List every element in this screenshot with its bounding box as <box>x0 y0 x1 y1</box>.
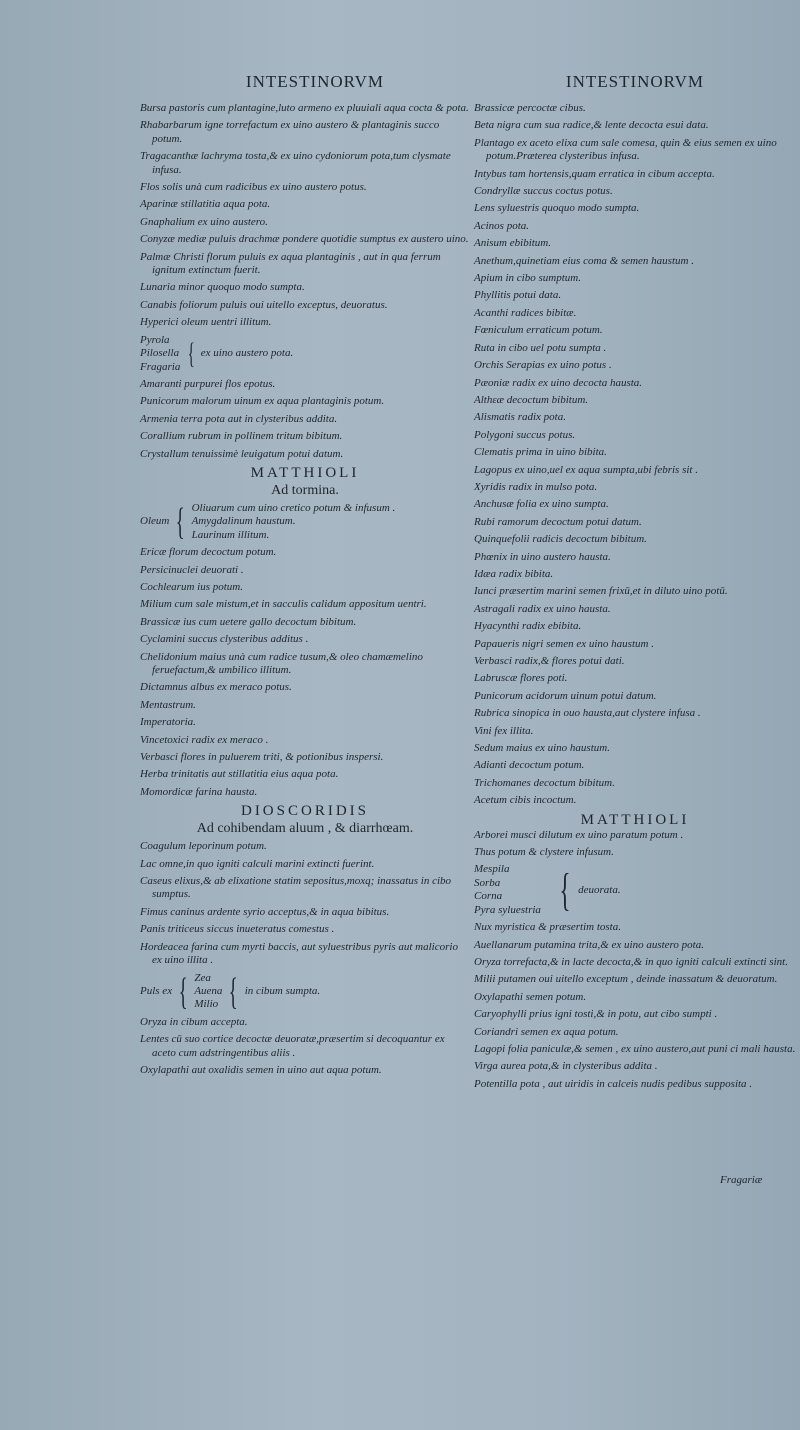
entry: Orchis Serapias ex uino potus . <box>474 359 612 372</box>
left-column <box>140 72 470 1081</box>
entry: Milium cum sale mistum,et in sacculis calidum appositum uentri. <box>140 598 427 611</box>
entry: Vincetoxici radix ex meraco . <box>140 733 269 746</box>
entry: Sorba <box>474 876 501 889</box>
entry: Beta nigra cum sua radice,& lente decocta esui data. <box>474 119 709 132</box>
entry: Oryza in cibum accepta. <box>140 1015 248 1028</box>
entry: Lens syluestris quoquo modo sumpta. <box>474 202 640 215</box>
right-running-header: INTESTINORVM <box>565 72 705 91</box>
entry: Oxylapathi semen potum. <box>474 990 587 1003</box>
entry: Polygoni succus potus. <box>474 428 576 441</box>
entry: Apium in cibo sumptum. <box>474 272 581 285</box>
entry: Idæa radix bibita. <box>474 567 554 580</box>
entry: Astragali radix ex uino hausta. <box>474 602 611 615</box>
entry: Canabis foliorum puluis oui uitello exceptus, deuoratus. <box>140 298 388 311</box>
entry: Vini fex illita. <box>474 724 534 737</box>
left-entries-e <box>140 1016 470 1078</box>
entry: Hyperici oleum uentri illitum. <box>140 316 272 329</box>
entry: Aparinæ stillatitia aqua pota. <box>140 198 271 211</box>
entry: Oliuarum cum uino cretico potum & infusum . <box>191 501 396 514</box>
brace-icon: { <box>187 336 196 370</box>
entry: Anisum ebibitum. <box>474 237 551 250</box>
section-title-matthioli: MATTHIOLI <box>250 464 360 481</box>
entry: Corna <box>474 890 503 903</box>
entry: Dictamnus albus ex meraco potus. <box>140 681 292 694</box>
left-entries-d <box>140 840 470 967</box>
entry: Ericæ florum decoctum potum. <box>140 546 277 559</box>
right-column <box>474 72 796 1095</box>
entry: Cyclamini succus clysteribus additus . <box>140 633 309 646</box>
entry: Fœniculum erraticum potum. <box>474 324 603 337</box>
entry: Lac omne,in quo igniti calculi marini extincti fuerint. <box>140 857 375 870</box>
section-title-dioscoridis: DIOSCORIDIS <box>240 803 369 820</box>
entry: Quinquefolii radicis decoctum bibitum. <box>474 533 647 546</box>
brace-text: deuorata. <box>578 883 621 896</box>
entry: Amygdalinum haustum. <box>191 515 296 528</box>
entry: Coriandri semen ex aqua potum. <box>474 1025 619 1038</box>
catchword: Fragariæ <box>720 1174 763 1186</box>
entry: Milii putamen oui uitello exceptum , deinde inassatum & deuoratum. <box>474 973 778 986</box>
brace-icon: { <box>175 501 186 544</box>
entry: Auellanarum putamina trita,& ex uino austero pota. <box>474 938 704 951</box>
section-title-matthioli: MATTHIOLI <box>580 811 690 828</box>
brace-icon: { <box>178 970 188 1013</box>
entry: Caseus elixus,& ab elixatione statim sepositus,moxq; inassatus in cibo sumptus. <box>140 875 452 901</box>
entry: Coagulum leporinum potum. <box>140 840 267 853</box>
entry: Punicorum acidorum uinum potui datum. <box>474 689 657 702</box>
entry: Adianti decoctum potum. <box>474 759 585 772</box>
entry: Milio <box>194 998 219 1011</box>
entry: Gnaphalium ex uino austero. <box>140 215 268 228</box>
entry: Flos solis unà cum radicibus ex uino austero potus. <box>140 181 367 194</box>
entry: Plantago ex aceto elixa cum sale comesa, quin & eius semen ex uino potum.Præterea clysteribus infusa. <box>474 136 777 163</box>
entry: Pilosella <box>140 347 180 360</box>
entry: Althεæ decoctum bibitum. <box>474 393 589 406</box>
entry: Lunaria minor quoquo modo sumpta. <box>140 281 305 294</box>
entry: Phyllitis potui data. <box>474 289 562 302</box>
left-running-header: INTESTINORVM <box>245 72 385 91</box>
entry: Pyra syluestria <box>474 903 541 916</box>
entry: Anchusæ folia ex uino sumpta. <box>474 498 609 511</box>
entry: Oxylapathi aut oxalidis semen in uino aut aqua potum. <box>140 1063 382 1076</box>
entry: Virga aurea pota,& in clysteribus addita . <box>474 1060 658 1073</box>
entry: Rubi ramorum decoctum potui datum. <box>474 515 642 528</box>
entry: Intybus tam hortensis,quam erratica in cibum accepta. <box>474 167 715 180</box>
entry: Mentastrum. <box>140 698 196 711</box>
entry: Hordeacea farina cum myrti baccis, aut syluestribus pyris aut malicorio ex uino illita . <box>140 940 458 967</box>
brace-items <box>192 502 396 542</box>
entry: Corallium rubrum in pollinem tritum bibitum. <box>140 430 343 443</box>
entry: Tragacanthæ lachryma tosta,& ex uino cydoniorum pota,tum clysmate infusa. <box>140 150 451 176</box>
entry: Rubrica sinopica in ouo hausta,aut clystere infusa . <box>474 707 701 720</box>
brace-text: in cibum sumpta. <box>244 984 321 997</box>
entry: Amaranti purpurei flos epotus. <box>140 377 276 390</box>
entry: Condryllæ succus coctus potus. <box>474 185 613 198</box>
left-brace-group-pyrola <box>140 334 470 374</box>
right-entries-b <box>474 829 796 860</box>
entry: Anethum,quinetiam eius coma & semen haustum . <box>474 254 694 267</box>
brace-icon: { <box>229 970 239 1013</box>
entry: Panis triticeus siccus inueteratus comestus . <box>140 923 335 936</box>
entry: Acetum cibis incoctum. <box>474 794 577 807</box>
entry: Acinos pota. <box>474 219 529 232</box>
entry: Fragaria <box>140 360 181 373</box>
entry: Palmæ Christi florum puluis ex aqua plantaginis , aut in qua ferrum ignitum extinctum fuerit. <box>140 250 441 277</box>
entry: Verbasci flores in puluerem triti, & potionibus inspersi. <box>140 751 384 764</box>
entry: Crystallum tenuissimè leuigatum potui datum. <box>140 447 344 460</box>
entry: Momordicæ farina hausta. <box>140 785 258 798</box>
right-entries-c <box>474 921 796 1091</box>
entry: Imperatoria. <box>140 716 196 729</box>
entry: Brassicæ percoctæ cibus. <box>474 102 586 114</box>
entry: Herba trinitatis aut stillatitia eius aqua pota. <box>140 768 339 781</box>
left-brace-group-puls <box>140 972 470 1012</box>
entry: Labruscæ flores poti. <box>474 672 568 685</box>
entry: Punicorum malorum uinum ex aqua plantaginis potum. <box>140 395 385 408</box>
entry: Chelidonium maius unà cum radice tusum,& oleo chamæmelino feruefactum,& umbilico illitum. <box>140 650 423 676</box>
entry: Thus potum & clystere infusum. <box>474 846 614 859</box>
entry: Bursa pastoris cum plantagine,luto armeno ex pluuiali aqua cocta & pota. <box>140 102 469 114</box>
entry: Acanthi radices bibitæ. <box>474 306 577 319</box>
entry: Xyridis radix in mulso pota. <box>474 480 598 493</box>
entry: Iunci præsertim marini semen frixū,et in diluto uino potū. <box>474 585 728 598</box>
entry: Sedum maius ex uino haustum. <box>474 742 610 755</box>
entry: Trichomanes decoctum bibitum. <box>474 776 615 789</box>
entry: Verbasci radix,& flores potui dati. <box>474 655 625 667</box>
entry: Ruta in cibo uel potu sumpta . <box>474 341 607 354</box>
entry: Fimus caninus ardente syrio acceptus,& in aqua bibitus. <box>140 905 390 918</box>
entry: Mespila <box>474 863 510 876</box>
brace-label: Puls ex <box>140 984 173 997</box>
entry: Hyacynthi radix ebibita. <box>474 620 582 633</box>
entry: Nux myristica & præsertim tosta. <box>474 921 621 934</box>
left-entries-b <box>140 378 470 461</box>
entry: Phœnix in uino austero hausta. <box>474 550 611 563</box>
entry: Rhabarbarum igne torrefactum ex uino austero & plantaginis succo potum. <box>140 119 440 145</box>
entry: Alismatis radix pota. <box>474 411 566 424</box>
entry: Cochlearum ius potum. <box>140 580 243 593</box>
brace-items <box>140 334 180 374</box>
entry: Persicinuclei deuorati . <box>140 563 244 576</box>
entry: Potentilla pota , aut uiridis in calceis nudis pedibus supposita . <box>474 1077 753 1090</box>
entry: Lentes cū suo cortice decoctæ deuoratæ,præsertim si decoquantur ex aceto cum adstringentibus aliis . <box>140 1033 445 1059</box>
right-entries-a <box>474 102 796 808</box>
entry: Clematis prima in uino bibita. <box>474 446 607 459</box>
brace-items <box>474 863 552 917</box>
brace-items <box>194 972 222 1012</box>
brace-text: ex uino austero pota. <box>200 347 294 360</box>
entry: Pyrola <box>140 333 170 346</box>
right-brace-group-mespila <box>474 863 796 917</box>
left-entries-a <box>140 102 470 330</box>
entry: Lagopus ex uino,uel ex aqua sumpta,ubi febris sit . <box>474 463 698 476</box>
entry: Lagopi folia paniculæ,& semen , ex uino austero,aut puni ci mali hausta. <box>474 1042 796 1055</box>
section-subtitle-ad-tormina: Ad tormina. <box>271 482 339 498</box>
brace-icon: { <box>559 864 571 916</box>
entry: Caryophylli prius igni tosti,& in potu, aut cibo sumpti . <box>474 1008 718 1021</box>
left-entries-c <box>140 546 470 799</box>
entry: Brassicæ ius cum uetere gallo decoctum bibitum. <box>140 615 357 628</box>
entry: Zea <box>194 971 211 984</box>
left-brace-group-oleum <box>140 502 470 542</box>
entry: Arborei musci dilutum ex uino paratum potum . <box>474 828 684 841</box>
entry: Auena <box>194 984 223 997</box>
entry: Papaueris nigri semen ex uino haustum . <box>474 637 654 650</box>
brace-label: Oleum <box>140 515 170 528</box>
entry: Oryza torrefacta,& in lacte decocta,& in quo igniti calculi extincti sint. <box>474 955 788 968</box>
section-subtitle-ad-cohibendam: Ad cohibendam aluum , & diarrhœam. <box>196 821 414 837</box>
entry: Conyzæ mediæ puluis drachmæ pondere quotidie sumptus ex austero uino. <box>140 233 469 246</box>
entry: Pæoniæ radix ex uino decocta hausta. <box>474 376 643 389</box>
entry: Armenia terra pota aut in clysteribus addita. <box>140 412 338 425</box>
entry: Laurinum illitum. <box>191 528 270 541</box>
